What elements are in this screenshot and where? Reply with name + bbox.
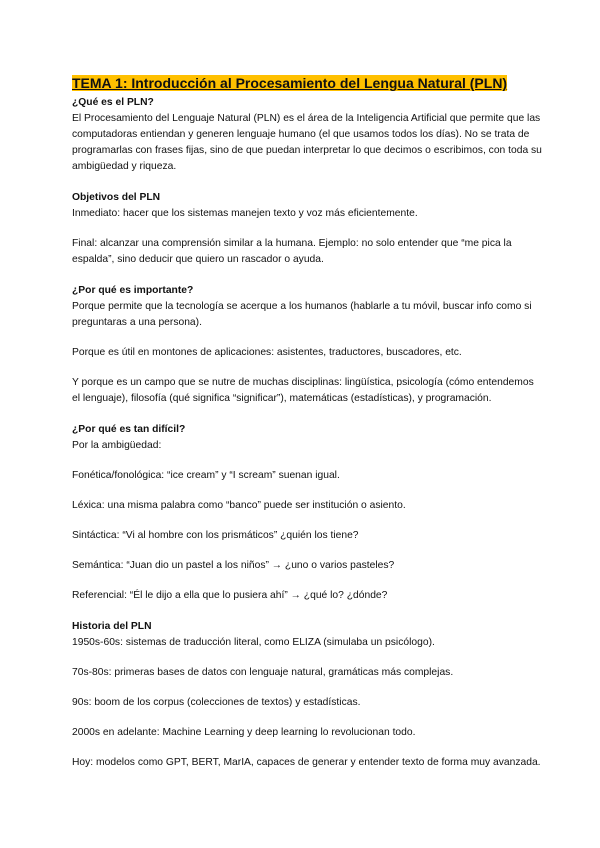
paragraph-importante-3: Y porque es un campo que se nutre de muchas disciplinas: lingüística, psicología (cómo entendemos el lenguaje), filosofía (qué significa “significar”), matemáticas (estadísticas), y programación.	[72, 377, 534, 404]
paragraph-importante-1: Porque permite que la tecnología se acerque a los humanos (hablarle a tu móvil, buscar info como si preguntaras a una persona).	[72, 301, 532, 328]
paragraph-historia-70s: 70s-80s: primeras bases de datos con lenguaje natural, gramáticas más complejas.	[72, 667, 454, 678]
heading-dificil: ¿Por qué es tan difícil?	[72, 424, 186, 435]
paragraph-importante-2: Porque es útil en montones de aplicaciones: asistentes, traductores, buscadores, etc.	[72, 347, 462, 358]
heading-importante: ¿Por qué es importante?	[72, 285, 194, 296]
paragraph-referencial: Referencial: “Él le dijo a ella que lo pusiera ahí” → ¿qué lo? ¿dónde?	[72, 590, 388, 601]
heading-objetivos: Objetivos del PLN	[72, 192, 161, 203]
title-highlight: TEMA 1: Introducción al Procesamiento del Lengua Natural (PLN)	[72, 75, 508, 91]
paragraph-semantica: Semántica: “Juan dio un pastel a los niños” → ¿uno o varios pasteles?	[72, 560, 395, 571]
paragraph-que-es: El Procesamiento del Lenguaje Natural (PLN) es el área de la Inteligencia Artificial que permite que las computadoras entiendan y generen lenguaje humano (el que usamos todos los días). No se trata de programarlas con frases fijas, sino de que puedan interpretar lo que decimos o escribimos, con toda su ambigüedad y riqueza.	[72, 113, 542, 172]
paragraph-objetivo-inmediato: Inmediato: hacer que los sistemas manejen texto y voz más eficientemente.	[72, 208, 418, 219]
paragraph-sintactica: Sintáctica: “Vi al hombre con los prismáticos” ¿quién los tiene?	[72, 530, 359, 541]
paragraph-objetivo-final: Final: alcanzar una comprensión similar a la humana. Ejemplo: no solo entender que “me pica la espalda”, sino deducir que quiero un rascador o ayuda.	[72, 238, 512, 265]
heading-que-es: ¿Qué es el PLN?	[72, 97, 154, 108]
paragraph-dificil-intro: Por la ambigüedad:	[72, 440, 162, 451]
heading-historia: Historia del PLN	[72, 621, 152, 632]
paragraph-historia-2000s: 2000s en adelante: Machine Learning y deep learning lo revolucionan todo.	[72, 727, 416, 738]
document-body	[72, 95, 542, 771]
paragraph-fonetica: Fonética/fonológica: “ice cream” y “I scream” suenan igual.	[72, 470, 340, 481]
paragraph-lexica: Léxica: una misma palabra como “banco” puede ser institución o asiento.	[72, 500, 406, 511]
paragraph-historia-90s: 90s: boom de los corpus (colecciones de textos) y estadísticas.	[72, 697, 361, 708]
paragraph-historia-1950s: 1950s-60s: sistemas de traducción literal, como ELIZA (simulaba un psicólogo).	[72, 637, 435, 648]
paragraph-historia-hoy: Hoy: modelos como GPT, BERT, MarIA, capaces de generar y entender texto de forma muy avanzada.	[72, 757, 541, 768]
document-title	[72, 74, 507, 92]
